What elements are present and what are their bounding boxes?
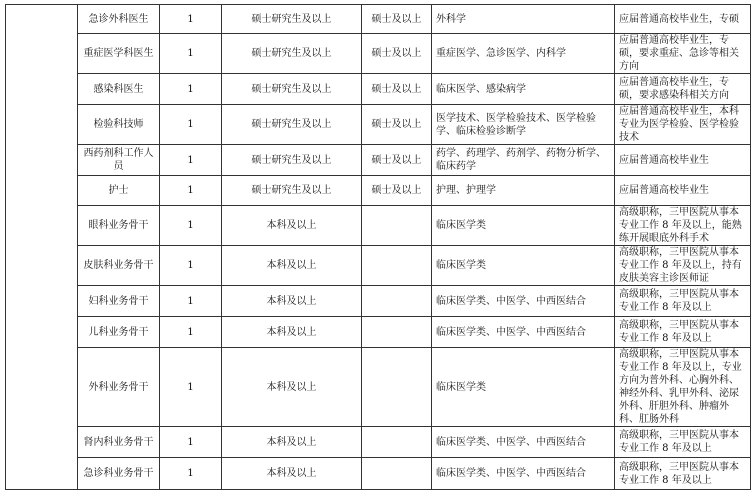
degree-cell: 硕士及以上 (362, 176, 432, 206)
position-cell: 检验科技师 (78, 105, 160, 145)
position-cell: 妇科业务骨干 (78, 286, 160, 317)
table-row (6, 246, 751, 286)
count-cell: 1 (160, 348, 222, 427)
education-cell: 硕士研究生及以上 (222, 105, 362, 145)
education-cell: 本科及以上 (222, 458, 362, 490)
table-row (6, 145, 751, 176)
table-row (6, 427, 751, 458)
count-cell: 1 (160, 176, 222, 206)
position-cell: 眼科业务骨干 (78, 206, 160, 246)
count-cell: 1 (160, 5, 222, 34)
count-cell: 1 (160, 427, 222, 458)
table-row (6, 348, 751, 427)
degree-cell (362, 348, 432, 427)
left-margin-cell (6, 5, 78, 490)
major-cell: 临床医学类 (432, 348, 615, 427)
major-cell: 临床医学、感染病学 (432, 74, 615, 105)
major-cell: 外科学 (432, 5, 615, 34)
degree-cell: 硕士及以上 (362, 145, 432, 176)
major-cell: 药学、药理学、药剂学、药物分析学、临床药学 (432, 145, 615, 176)
degree-cell (362, 206, 432, 246)
education-cell: 硕士研究生及以上 (222, 34, 362, 74)
table-row (6, 105, 751, 145)
degree-cell: 硕士及以上 (362, 34, 432, 74)
major-cell: 临床医学类、中医学、中西医结合 (432, 427, 615, 458)
count-cell: 1 (160, 74, 222, 105)
requirements-cell: 高级职称，三甲医院从事本专业工作 8 年及以上，持有皮肤美容主诊医师证 (615, 246, 751, 286)
table-row (6, 206, 751, 246)
position-cell: 急诊科业务骨干 (78, 458, 160, 490)
count-cell: 1 (160, 145, 222, 176)
requirements-cell: 应届普通高校毕业生，专硕，要求感染科相关方向 (615, 74, 751, 105)
position-cell: 肾内科业务骨干 (78, 427, 160, 458)
requirements-cell: 高级职称，三甲医院从事本专业工作 8 年及以上 (615, 458, 751, 490)
education-cell: 本科及以上 (222, 246, 362, 286)
position-cell: 儿科业务骨干 (78, 317, 160, 348)
table-row (6, 5, 751, 34)
education-cell: 硕士研究生及以上 (222, 176, 362, 206)
education-cell: 硕士研究生及以上 (222, 145, 362, 176)
major-cell: 护理、护理学 (432, 176, 615, 206)
requirements-cell: 应届普通高校毕业生 (615, 145, 751, 176)
count-cell: 1 (160, 286, 222, 317)
major-cell: 医学技术、医学检验技术、医学检验学、临床检验诊断学 (432, 105, 615, 145)
position-cell: 护士 (78, 176, 160, 206)
education-cell: 本科及以上 (222, 206, 362, 246)
recruitment-table (5, 4, 751, 490)
count-cell: 1 (160, 246, 222, 286)
major-cell: 临床医学类 (432, 206, 615, 246)
count-cell: 1 (160, 458, 222, 490)
count-cell: 1 (160, 317, 222, 348)
requirements-cell: 高级职称，三甲医院从事本专业工作 8 年及以上，专业方向为普外科、心胸外科、神经外科、乳甲外科、泌尿外科、肝胆外科、肿瘤外科、肛肠外科 (615, 348, 751, 427)
major-cell: 临床医学类、中医学、中西医结合 (432, 317, 615, 348)
table-row (6, 286, 751, 317)
table-row (6, 458, 751, 490)
education-cell: 硕士研究生及以上 (222, 5, 362, 34)
requirements-cell: 高级职称，三甲医院从事本专业工作 8 年及以上 (615, 286, 751, 317)
requirements-cell: 高级职称，三甲医院从事本专业工作 8 年及以上 (615, 317, 751, 348)
count-cell: 1 (160, 34, 222, 74)
major-cell: 重症医学、急诊医学、内科学 (432, 34, 615, 74)
position-cell: 西药剂科工作人员 (78, 145, 160, 176)
requirements-cell: 应届普通高校毕业生，专硕，要求重症、急诊等相关方向 (615, 34, 751, 74)
table-row (6, 176, 751, 206)
requirements-cell: 应届普通高校毕业生 (615, 176, 751, 206)
degree-cell (362, 427, 432, 458)
education-cell: 本科及以上 (222, 348, 362, 427)
requirements-cell: 应届普通高校毕业生，专硕 (615, 5, 751, 34)
requirements-cell: 高级职称，三甲医院从事本专业工作 8 年及以上 (615, 427, 751, 458)
degree-cell (362, 458, 432, 490)
degree-cell (362, 317, 432, 348)
major-cell: 临床医学类、中医学、中西医结合 (432, 286, 615, 317)
major-cell: 临床医学类 (432, 246, 615, 286)
education-cell: 本科及以上 (222, 286, 362, 317)
position-cell: 外科业务骨干 (78, 348, 160, 427)
count-cell: 1 (160, 206, 222, 246)
position-cell: 重症医学科医生 (78, 34, 160, 74)
education-cell: 本科及以上 (222, 427, 362, 458)
degree-cell: 硕士及以上 (362, 74, 432, 105)
table-row (6, 34, 751, 74)
count-cell: 1 (160, 105, 222, 145)
major-cell: 临床医学类、中医学、中西医结合 (432, 458, 615, 490)
degree-cell (362, 246, 432, 286)
degree-cell: 硕士及以上 (362, 5, 432, 34)
position-cell: 感染科医生 (78, 74, 160, 105)
education-cell: 硕士研究生及以上 (222, 74, 362, 105)
position-cell: 皮肤科业务骨干 (78, 246, 160, 286)
degree-cell: 硕士及以上 (362, 105, 432, 145)
table-row (6, 74, 751, 105)
requirements-cell: 应届普通高校毕业生，本科专业为医学检验、医学检验技术 (615, 105, 751, 145)
requirements-cell: 高级职称，三甲医院从事本专业工作 8 年及以上，能熟练开展眼底外科手术 (615, 206, 751, 246)
position-cell: 急诊外科医生 (78, 5, 160, 34)
education-cell: 本科及以上 (222, 317, 362, 348)
degree-cell (362, 286, 432, 317)
table-row (6, 317, 751, 348)
